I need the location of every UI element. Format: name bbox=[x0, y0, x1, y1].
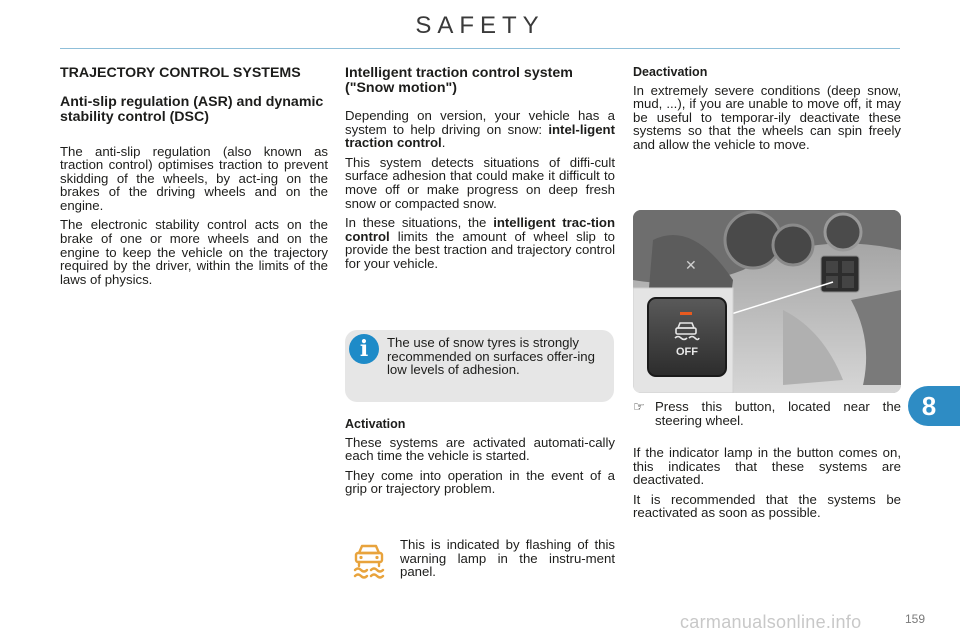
off-button-label: OFF bbox=[676, 346, 698, 358]
info-note-text: The use of snow tyres is strongly recommended on surfaces offer-ing low levels of adhesion. bbox=[387, 335, 595, 378]
paragraph-snow-2: This system detects situations of diffi-cult surface adhesion that could make it difficult to move off or make progress on deep fresh snow or compacted snow. bbox=[345, 154, 615, 211]
indicator-paragraph-1: If the indicator lamp in the button comes on, this indicates that these systems are deactivated. bbox=[633, 445, 901, 488]
activation-heading: Activation bbox=[345, 417, 406, 431]
page-title: SAFETY bbox=[415, 12, 545, 39]
section-heading-snow: Intelligent traction control system ("Snow motion") bbox=[345, 65, 573, 96]
column-trajectory bbox=[60, 66, 328, 292]
svg-text:✕: ✕ bbox=[685, 257, 697, 273]
deactivation-heading: Deactivation bbox=[633, 65, 708, 79]
activation-paragraph-1: These systems are activated automati-cally each time the vehicle is started. bbox=[345, 434, 615, 464]
skid-warning-lamp-icon bbox=[350, 540, 388, 580]
paragraph-snow-1: Depending on version, your vehicle has a system to help driving on snow: intel-ligent traction control. bbox=[345, 108, 615, 151]
paragraph-dsc: The electronic stability control acts on the brake of one or more wheels and on the engine to keep the vehicle on the trajectory required by the driver, within the limits of the laws of physics. bbox=[60, 217, 328, 287]
watermark: carmanualsonline.info bbox=[680, 612, 862, 632]
press-instruction bbox=[633, 400, 901, 427]
column-deactivation bbox=[633, 66, 901, 158]
section-subheading: Anti-slip regulation (ASR) and dynamic stability control (DSC) bbox=[60, 93, 324, 125]
paragraph-snow-3: In these situations, the intelligent trac-tion control limits the amount of wheel slip to provide the best traction and trajectory control for your vehicle. bbox=[345, 215, 616, 271]
info-icon: i bbox=[349, 334, 379, 364]
column-snow-motion bbox=[345, 66, 615, 277]
dashboard-illustration bbox=[633, 210, 901, 393]
header-divider bbox=[60, 48, 900, 49]
paragraph-asr: The anti-slip regulation (also known as traction control) optimises traction to prevent skidding of the wheels, by act-ing on the brakes of the driving wheels and on the engine. bbox=[60, 143, 328, 213]
indicator-section bbox=[633, 446, 901, 526]
activation-section bbox=[345, 418, 615, 502]
chapter-number: 8 bbox=[912, 389, 946, 423]
dashboard-photo bbox=[633, 210, 901, 393]
info-note-box bbox=[345, 330, 614, 402]
section-heading: TRAJECTORY CONTROL SYSTEMS bbox=[60, 65, 301, 81]
pointing-hand-icon: ☞ bbox=[633, 399, 645, 414]
indicator-paragraph-2: It is recommended that the systems be reactivated as soon as possible. bbox=[633, 491, 901, 521]
press-instruction-text: Press this button, located near the steering wheel. bbox=[655, 399, 901, 428]
deactivation-paragraph: In extremely severe conditions (deep snow, mud, ...), if you are unable to move off, it may be useful to temporar-ily deactivate these systems so that the wheels can spin freely and allow the vehicle to move. bbox=[633, 82, 901, 152]
activation-paragraph-2: They come into operation in the event of a grip or trajectory problem. bbox=[345, 467, 615, 497]
warning-lamp-text: This is indicated by flashing of this warning lamp in the instru-ment panel. bbox=[400, 537, 615, 580]
page-number: 159 bbox=[905, 612, 926, 626]
